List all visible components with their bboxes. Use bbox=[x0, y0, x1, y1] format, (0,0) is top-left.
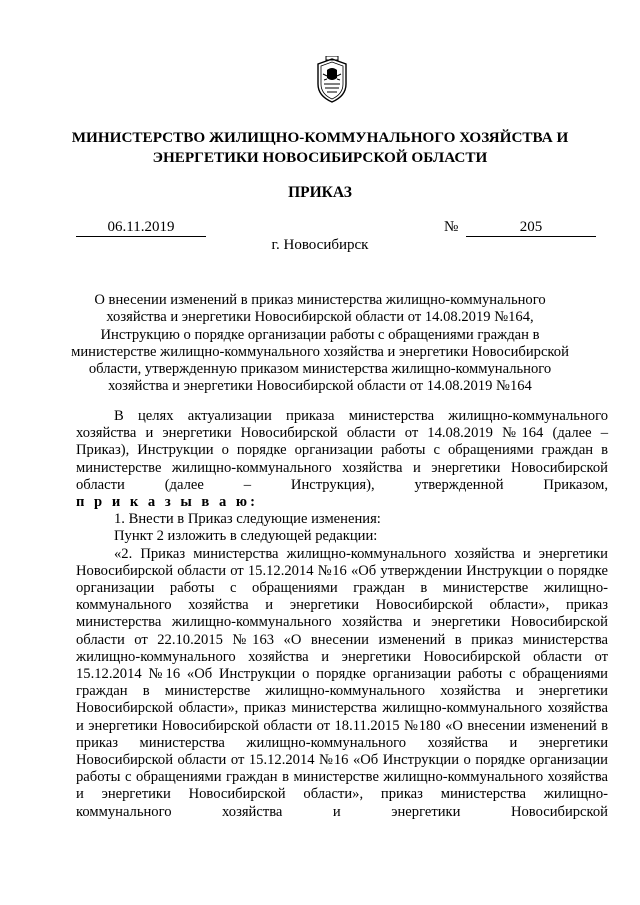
document-type: ПРИКАЗ bbox=[288, 184, 352, 201]
document-date: 06.11.2019 bbox=[76, 218, 206, 237]
subject-line: хозяйства и энергетики Новосибирской области от 14.08.2019 №164, bbox=[106, 309, 534, 326]
item-1: 1. Внести в Приказ следующие изменения: bbox=[114, 511, 381, 528]
subject-line: области, утвержденную приказом министерства жилищно-коммунального bbox=[88, 361, 552, 378]
subject-line: О внесении изменений в приказ министерства жилищно-коммунального bbox=[94, 292, 546, 308]
coat-of-arms-icon bbox=[312, 56, 352, 104]
order-word bbox=[76, 494, 608, 511]
subject-line: хозяйства и энергетики Новосибирской области от 14.08.2019 №164 bbox=[108, 378, 532, 395]
ministry-name-line: МИНИСТЕРСТВО ЖИЛИЩНО-КОММУНАЛЬНОГО ХОЗЯЙСТВА И bbox=[71, 129, 569, 146]
item-1-sub: Пункт 2 изложить в следующей редакции: bbox=[114, 528, 378, 545]
city: г. Новосибирск bbox=[271, 237, 369, 253]
ministry-name bbox=[60, 128, 580, 168]
number-label: № bbox=[444, 219, 459, 235]
ministry-name-line: ЭНЕРГЕТИКИ НОВОСИБИРСКОЙ ОБЛАСТИ bbox=[152, 149, 488, 166]
document-subject bbox=[60, 292, 580, 396]
preamble-paragraph: В целях актуализации приказа министерства жилищно-коммунального хозяйства и энергетики Новосибирской области от 14.08.2019 №164 (далее – Приказ), Инструкции о порядке организации работы с обращениями граждан в министерстве жилищно-коммунального хозяйства и энергетики Новосибирской области (далее – Инструкция), утвержденной Приказом, bbox=[76, 408, 608, 493]
document-body bbox=[76, 408, 608, 821]
subject-line: министерстве жилищно-коммунального хозяйства и энергетики Новосибирской bbox=[71, 343, 569, 360]
subject-line: Инструкцию о порядке организации работы с обращениями граждан в bbox=[100, 326, 540, 343]
order-word-text: п р и к а з ы в а ю: bbox=[76, 494, 258, 511]
quoted-paragraph: «2. Приказ министерства жилищно-коммунального хозяйства и энергетики Новосибирской области от 15.12.2014 №16 «Об утверждении Инструкции о порядке организации работы с обращениями граждан в министерстве жилищно-коммунального хозяйства и энергетики Новосибирской области», приказ министерства жилищно-коммунального хозяйства и энергетики Новосибирской области от 22.10.2015 №163 «О внесении изменений в приказ министерства жилищно-коммунального хозяйства и энергетики Новосибирской области от 15.12.2014 №16 «Об Инструкции о порядке организации работы с обращениями граждан в министерстве жилищно-коммунального хозяйства и энергетики Новосибирской области», приказ министерства жилищно-коммунального хозяйства и энергетики Новосибирской области от 18.11.2015 №180 «О внесении изменений в приказ министерства жилищно-коммунального хозяйства и энергетики Новосибирской области от 15.12.2014 №16 «Об Инструкции о порядке организации работы с обращениями граждан в министерстве жилищно-коммунального хозяйства и энергетики Новосибирской области», приказ министерства жилищно-коммунального хозяйства и энергетики Новосибирской bbox=[76, 545, 608, 820]
document-number: 205 bbox=[466, 218, 596, 237]
